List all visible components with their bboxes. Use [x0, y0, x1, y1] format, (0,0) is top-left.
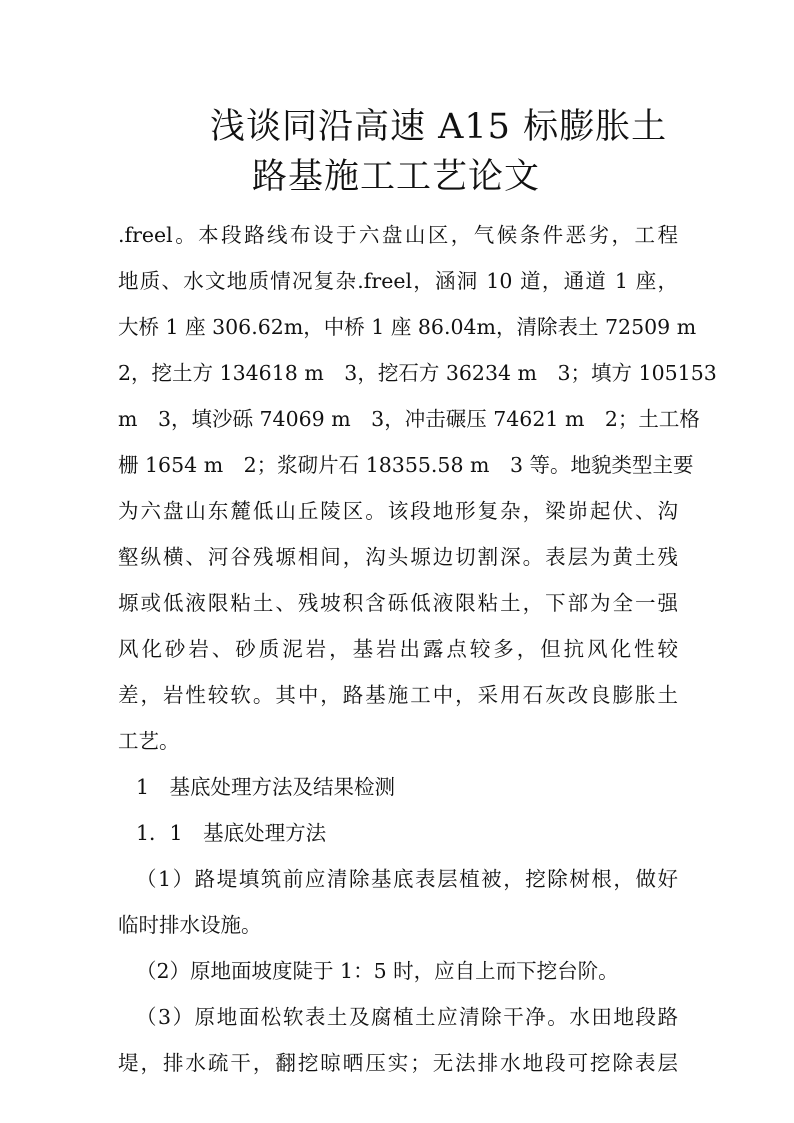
document-title-line-1: 浅谈同沿高速 A15 标膨胀土 [210, 107, 668, 147]
body-line: （3）原地面松软表土及腐植土应清除干净。水田地段路 [136, 1005, 678, 1029]
body-line: .freel。本段路线布设于六盘山区，气候条件恶劣，工程 [118, 223, 678, 247]
section-heading: 1 基底处理方法及结果检测 [136, 775, 396, 799]
document-body [118, 212, 717, 1086]
subsection-heading: 1．1 基底处理方法 [136, 821, 327, 845]
body-line: （1）路堤填筑前应清除基底表层植被，挖除树根，做好 [136, 867, 678, 891]
body-line: 工艺。 [118, 729, 180, 753]
body-line: 栅 1654 m 2；浆砌片石 18355.58 m 3 等。地貌类型主要 [118, 453, 694, 477]
body-line: 临时排水设施。 [118, 913, 262, 937]
body-line: m 3，填沙砾 74069 m 3，冲击碾压 74621 m 2；土工格 [118, 407, 700, 431]
body-line: 2，挖土方 134618 m 3，挖石方 36234 m 3；填方 105153 [118, 361, 717, 385]
body-line: （2）原地面坡度陡于 1：5 时，应自上而下挖台阶。 [136, 959, 619, 983]
body-line: 风化砂岩、砂质泥岩，基岩出露点较多，但抗风化性较 [118, 637, 678, 661]
document-title-line-2: 路基施工工艺论文 [252, 157, 541, 197]
body-line: 壑纵横、河谷残塬相间，沟头塬边切割深。表层为黄土残 [118, 545, 678, 569]
body-line: 堤，排水疏干，翻挖晾晒压实；无法排水地段可挖除表层 [118, 1051, 678, 1075]
body-line: 塬或低液限粘土、残坡积含砾低液限粘土，下部为全一强 [118, 591, 678, 615]
body-line: 差，岩性较软。其中，路基施工中，采用石灰改良膨胀土 [118, 683, 678, 707]
body-line: 地质、水文地质情况复杂.freel，涵洞 10 道，通道 1 座， [118, 269, 678, 293]
body-line: 为六盘山东麓低山丘陵区。该段地形复杂，梁峁起伏、沟 [118, 499, 678, 523]
body-line: 大桥 1 座 306.62m，中桥 1 座 86.04m，清除表土 72509 m [118, 315, 697, 339]
